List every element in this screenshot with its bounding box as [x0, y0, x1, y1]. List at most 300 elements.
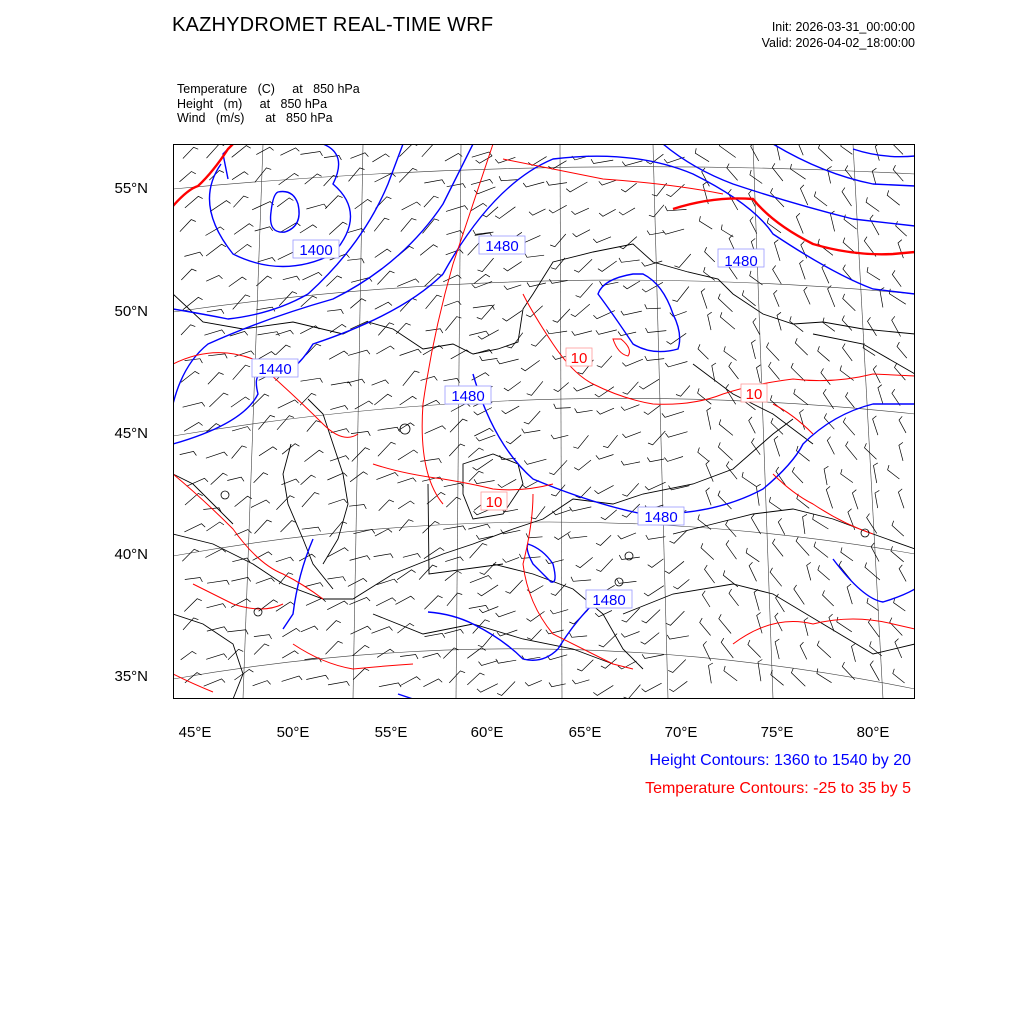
wind-barb: [729, 362, 739, 379]
wind-barb: [700, 618, 711, 635]
wind-barb: [842, 188, 852, 207]
wind-barb: [443, 526, 465, 530]
wind-barb: [401, 219, 417, 232]
wind-barb: [210, 201, 230, 212]
wind-barb: [443, 378, 459, 382]
wind-barb: [899, 416, 906, 433]
wind-barb: [183, 402, 205, 407]
wind-barb: [549, 683, 566, 687]
wind-barb: [721, 225, 733, 237]
wind-barb: [276, 496, 294, 510]
height-label-1480-south: 1480: [644, 509, 678, 526]
political-borders: [173, 244, 915, 699]
wind-barb: [282, 628, 300, 636]
wind-barb: [276, 557, 294, 562]
wind-barb: [769, 497, 782, 511]
wind-barb: [800, 642, 807, 659]
wind-barb: [300, 326, 319, 334]
wind-barb: [419, 565, 437, 580]
wind-barb: [478, 258, 494, 272]
wind-barb: [495, 207, 515, 219]
field-height: Height (m) at 850 hPa: [177, 96, 328, 111]
wind-barb: [621, 632, 639, 638]
wind-barb: [841, 469, 853, 483]
wind-barb: [593, 237, 611, 243]
wind-barb: [576, 557, 593, 567]
wind-barb: [639, 379, 659, 389]
wind-barb: [375, 302, 392, 309]
wind-barb: [769, 362, 780, 380]
wind-barb: [183, 297, 203, 310]
wind-barb: [550, 610, 568, 614]
wind-barb: [841, 547, 853, 561]
weather-map: [173, 144, 915, 699]
wind-barb: [206, 244, 226, 256]
wind-barb: [449, 444, 465, 456]
wind-barb: [571, 577, 591, 582]
wind-barb: [305, 583, 323, 587]
wind-barb: [842, 662, 855, 680]
wind-barb: [597, 356, 612, 368]
wind-barb: [872, 168, 876, 185]
wind-barb: [804, 287, 810, 305]
height-contour-labels: [258, 238, 757, 609]
wind-barb: [572, 331, 592, 335]
wind-barb: [718, 442, 732, 460]
wind-barb: [445, 629, 464, 633]
wind-barb: [480, 356, 498, 360]
wind-barb: [574, 259, 592, 272]
wind-barb: [424, 548, 444, 559]
wind-barb: [707, 408, 711, 430]
wind-barb: [502, 406, 520, 414]
wind-barb: [467, 673, 484, 685]
wind-barb: [818, 346, 830, 361]
field-wind: Wind (m/s) at 850 hPa: [177, 111, 333, 125]
wind-barb: [478, 634, 494, 647]
wind-barb: [185, 493, 203, 505]
wind-barb: [622, 359, 643, 366]
wind-barb: [818, 144, 832, 161]
wind-barb: [720, 144, 736, 158]
wind-barb: [549, 279, 567, 283]
wind-barb: [796, 537, 809, 556]
wind-barb: [326, 641, 343, 654]
wind-barb: [183, 147, 198, 158]
wind-barb: [522, 429, 541, 433]
wind-barb: [843, 294, 856, 311]
wind-barb: [347, 379, 365, 383]
wind-barb: [619, 555, 640, 559]
wind-barb: [571, 208, 589, 214]
wind-barb: [591, 159, 613, 163]
wind-barb: [180, 220, 196, 232]
wind-barb: [398, 501, 414, 509]
wind-barb: [445, 571, 462, 581]
wind-barb: [328, 577, 346, 581]
wind-barb: [474, 274, 490, 283]
wind-barb: [424, 180, 444, 184]
wind-barb: [574, 460, 591, 470]
wind-barb: [598, 261, 617, 271]
wind-barb: [302, 493, 319, 508]
wind-barb: [424, 596, 442, 610]
wind-barb: [420, 245, 438, 256]
wind-barb: [305, 174, 322, 184]
wind-barb: [888, 465, 900, 479]
wind-barb: [282, 676, 303, 681]
wind-barb: [496, 659, 516, 663]
wind-barb: [842, 316, 852, 331]
temperature-contours: [173, 144, 915, 692]
wind-barb: [698, 388, 712, 404]
height-label-1480-east: 1480: [724, 253, 758, 270]
wind-barb: [870, 215, 879, 235]
lakes: [221, 424, 869, 616]
wind-barb: [665, 362, 687, 367]
wind-barb: [306, 675, 328, 679]
wind-barb: [330, 456, 349, 461]
wind-barb: [208, 354, 227, 358]
wind-barb: [282, 651, 298, 658]
wind-barb: [865, 443, 877, 459]
wind-barb: [899, 565, 906, 582]
wind-barb: [327, 310, 343, 314]
height-label-1480-north: 1480: [485, 238, 519, 255]
wind-barb: [376, 598, 396, 606]
wind-barb: [421, 376, 438, 380]
wind-barb: [868, 317, 877, 336]
wind-barb: [749, 417, 756, 433]
wind-barb: [554, 404, 571, 409]
field-descriptions: [177, 82, 360, 126]
wind-barb: [770, 568, 782, 587]
wind-barb: [622, 432, 641, 438]
wind-barb: [301, 475, 316, 485]
wind-barb: [426, 329, 443, 333]
wind-barb: [350, 299, 366, 309]
wind-barb: [496, 611, 516, 617]
lon-label-60: 60°E: [470, 724, 504, 741]
wind-barb: [255, 520, 272, 534]
wind-barb: [447, 184, 466, 188]
wind-barb: [644, 586, 664, 596]
wind-barb: [328, 499, 347, 504]
wind-barb: [474, 408, 492, 415]
wind-barb: [527, 629, 542, 639]
wind-barb: [669, 681, 687, 691]
wind-barb: [667, 635, 689, 639]
wind-barb: [444, 301, 461, 306]
wind-barb: [800, 185, 807, 205]
wind-barb: [573, 230, 590, 237]
wind-barb: [353, 669, 369, 680]
wind-barb: [258, 258, 276, 262]
wind-barb: [256, 276, 272, 286]
wind-barb: [892, 389, 900, 406]
wind-barb: [474, 428, 493, 436]
wind-barb: [396, 596, 415, 604]
wind-barb: [672, 287, 689, 302]
wind-barb: [746, 548, 759, 562]
wind-barb: [756, 484, 760, 506]
wind-barb: [570, 633, 588, 637]
wind-barb: [307, 421, 321, 432]
wind-barb: [867, 267, 880, 280]
wind-barb: [709, 663, 713, 683]
wind-barb: [301, 296, 317, 307]
temp-label-10-south: 10: [485, 494, 503, 511]
wind-barb: [470, 576, 492, 583]
lon-label-75: 75°E: [760, 724, 794, 741]
wind-barb: [566, 182, 587, 192]
wind-barb: [473, 459, 493, 470]
lat-label-40: 40°N: [114, 546, 148, 563]
wind-barb: [232, 172, 248, 180]
wind-barb: [791, 363, 805, 381]
wind-barb: [865, 563, 880, 581]
wind-barb: [873, 416, 878, 435]
wind-barb: [524, 411, 540, 424]
wind-barb: [898, 489, 904, 508]
wind-barb: [621, 461, 640, 465]
wind-barb: [621, 183, 637, 192]
wind-barb: [325, 196, 342, 209]
wind-barb: [350, 556, 371, 561]
wind-barb: [503, 262, 521, 271]
wind-barb: [813, 514, 829, 529]
wind-barb: [497, 630, 517, 636]
wind-barb: [447, 593, 462, 606]
wind-barb: [204, 330, 224, 335]
wind-barb: [821, 368, 830, 384]
wind-barb: [184, 524, 205, 532]
wind-barb: [891, 546, 904, 562]
wind-barb: [348, 578, 367, 586]
wind-barbs: [180, 144, 907, 699]
wind-barb: [774, 240, 780, 261]
wind-barb: [399, 168, 417, 182]
wind-barb: [624, 685, 641, 699]
wind-barb: [826, 486, 832, 508]
wind-barb: [577, 660, 593, 671]
wind-barb: [227, 630, 248, 635]
wind-barb: [875, 490, 879, 508]
wind-barb: [423, 679, 442, 687]
wind-barb: [470, 544, 488, 559]
wind-barb: [572, 680, 589, 684]
wind-barb: [767, 343, 780, 361]
wind-barb: [426, 295, 442, 309]
lat-label-35: 35°N: [114, 668, 148, 685]
wind-barb: [379, 500, 394, 511]
wind-barb: [302, 527, 321, 531]
wind-barb: [549, 205, 567, 213]
wind-barb: [574, 385, 594, 392]
wind-barb: [719, 614, 731, 633]
wind-barb: [445, 557, 463, 562]
wind-barb: [622, 161, 642, 166]
height-contour-legend: Height Contours: 1360 to 1540 by 20: [649, 752, 911, 769]
wind-barb: [547, 330, 568, 334]
wind-barb: [208, 373, 224, 385]
lat-label-45: 45°N: [114, 425, 148, 442]
wind-barb: [695, 148, 709, 161]
wind-barb: [254, 635, 272, 639]
wind-barb: [623, 281, 640, 289]
wind-barb: [843, 344, 853, 361]
wind-barb: [477, 585, 498, 596]
wind-barb: [256, 578, 275, 584]
wind-barb: [596, 330, 617, 335]
wind-barb: [870, 661, 879, 681]
wind-barb: [422, 144, 440, 157]
wind-barb: [207, 144, 225, 158]
wind-barb: [377, 271, 394, 284]
wind-barb: [444, 483, 464, 487]
wind-barb: [232, 446, 247, 459]
wind-barb: [353, 645, 370, 655]
wind-barb: [828, 286, 835, 307]
wind-barb: [374, 218, 389, 231]
wind-barb: [593, 685, 613, 695]
wind-barb: [207, 580, 229, 584]
wind-barb: [474, 479, 495, 483]
wind-barb: [794, 389, 808, 405]
wind-barb: [522, 481, 539, 488]
wind-barb: [642, 683, 662, 692]
height-label-1440: 1440: [258, 361, 292, 378]
wind-barb: [446, 206, 468, 212]
wind-barb: [402, 202, 421, 210]
height-label-1480-bottom: 1480: [592, 592, 626, 609]
wind-barb: [351, 431, 370, 435]
wind-barb: [424, 196, 439, 207]
wind-barb: [180, 172, 196, 182]
lon-label-55: 55°E: [374, 724, 408, 741]
wind-barb: [549, 460, 567, 474]
wind-barb: [841, 144, 853, 154]
wind-barb: [646, 535, 666, 539]
temp-label-10-east: 10: [745, 386, 763, 403]
wind-barb: [817, 641, 831, 658]
wind-barb: [827, 437, 834, 455]
wind-barb: [233, 196, 248, 207]
wind-barb: [742, 290, 755, 306]
wind-barb: [300, 225, 317, 233]
wind-barb: [423, 521, 440, 533]
wind-barb: [890, 618, 903, 636]
wind-barb: [443, 275, 461, 282]
wind-barb: [469, 331, 489, 335]
wind-barb: [306, 344, 321, 355]
wind-barb: [596, 535, 611, 545]
wind-barb: [207, 604, 226, 608]
wind-barb: [791, 668, 805, 686]
wind-barb: [251, 500, 270, 508]
wind-barb: [324, 156, 341, 160]
wind-barb: [355, 199, 372, 209]
wind-barb: [705, 247, 715, 262]
wind-barb: [280, 223, 301, 233]
wind-barb: [479, 607, 498, 613]
wind-barb: [468, 524, 490, 529]
wind-barb: [676, 386, 690, 397]
wind-barb: [794, 585, 805, 605]
wind-barb: [479, 661, 498, 666]
wind-barb: [823, 318, 835, 332]
wind-barb: [277, 198, 293, 207]
lon-label-80: 80°E: [856, 724, 890, 741]
wind-barb: [573, 435, 588, 448]
wind-barb: [774, 290, 780, 307]
wind-barb: [504, 285, 521, 290]
height-label-1400: 1400: [299, 242, 333, 259]
wind-barb: [619, 258, 640, 262]
wind-barb: [839, 561, 851, 580]
wind-barb: [181, 651, 197, 659]
wind-barb: [701, 543, 714, 559]
wind-barb: [892, 316, 901, 336]
wind-barb: [570, 507, 592, 511]
wind-barb: [751, 514, 760, 534]
wind-barb: [777, 312, 781, 330]
wind-barb: [231, 397, 250, 407]
wind-barb: [422, 400, 440, 407]
wind-barb: [617, 579, 637, 583]
wind-barb: [575, 408, 593, 412]
wind-barb: [507, 333, 523, 348]
field-temperature: Temperature (C) at 850 hPa: [177, 82, 360, 96]
wind-barb: [423, 653, 441, 657]
wind-barb: [892, 521, 904, 536]
wind-barb: [773, 539, 784, 557]
wind-barb: [726, 520, 737, 537]
wind-barb: [622, 483, 639, 496]
wind-barb: [568, 534, 587, 538]
wind-barb: [550, 234, 566, 247]
wind-barb: [726, 540, 736, 559]
temp-label-10-north: 10: [570, 350, 588, 367]
wind-barb: [599, 634, 617, 647]
wind-barb: [283, 276, 300, 280]
wind-barb: [601, 510, 617, 520]
wind-barb: [330, 522, 347, 537]
wind-barb: [206, 275, 222, 281]
wind-barb: [304, 450, 323, 461]
wind-barb: [698, 344, 709, 359]
wind-barb: [702, 591, 710, 607]
wind-barb: [525, 680, 542, 686]
wind-barb: [874, 463, 878, 483]
wind-barb: [468, 448, 483, 458]
wind-barb: [800, 410, 805, 430]
wind-barb: [724, 666, 737, 681]
wind-barb: [641, 633, 660, 645]
wind-barb: [528, 157, 546, 166]
wind-barb: [184, 252, 202, 256]
wind-barb: [185, 196, 203, 208]
wind-barb: [330, 406, 348, 410]
wind-barb: [254, 644, 269, 655]
wind-barb: [403, 371, 420, 386]
wind-barb: [662, 411, 684, 417]
wind-barb: [753, 318, 760, 335]
wind-barb: [797, 446, 810, 461]
wind-barb: [425, 633, 445, 637]
wind-barb: [375, 173, 396, 182]
wind-barb: [673, 579, 689, 589]
